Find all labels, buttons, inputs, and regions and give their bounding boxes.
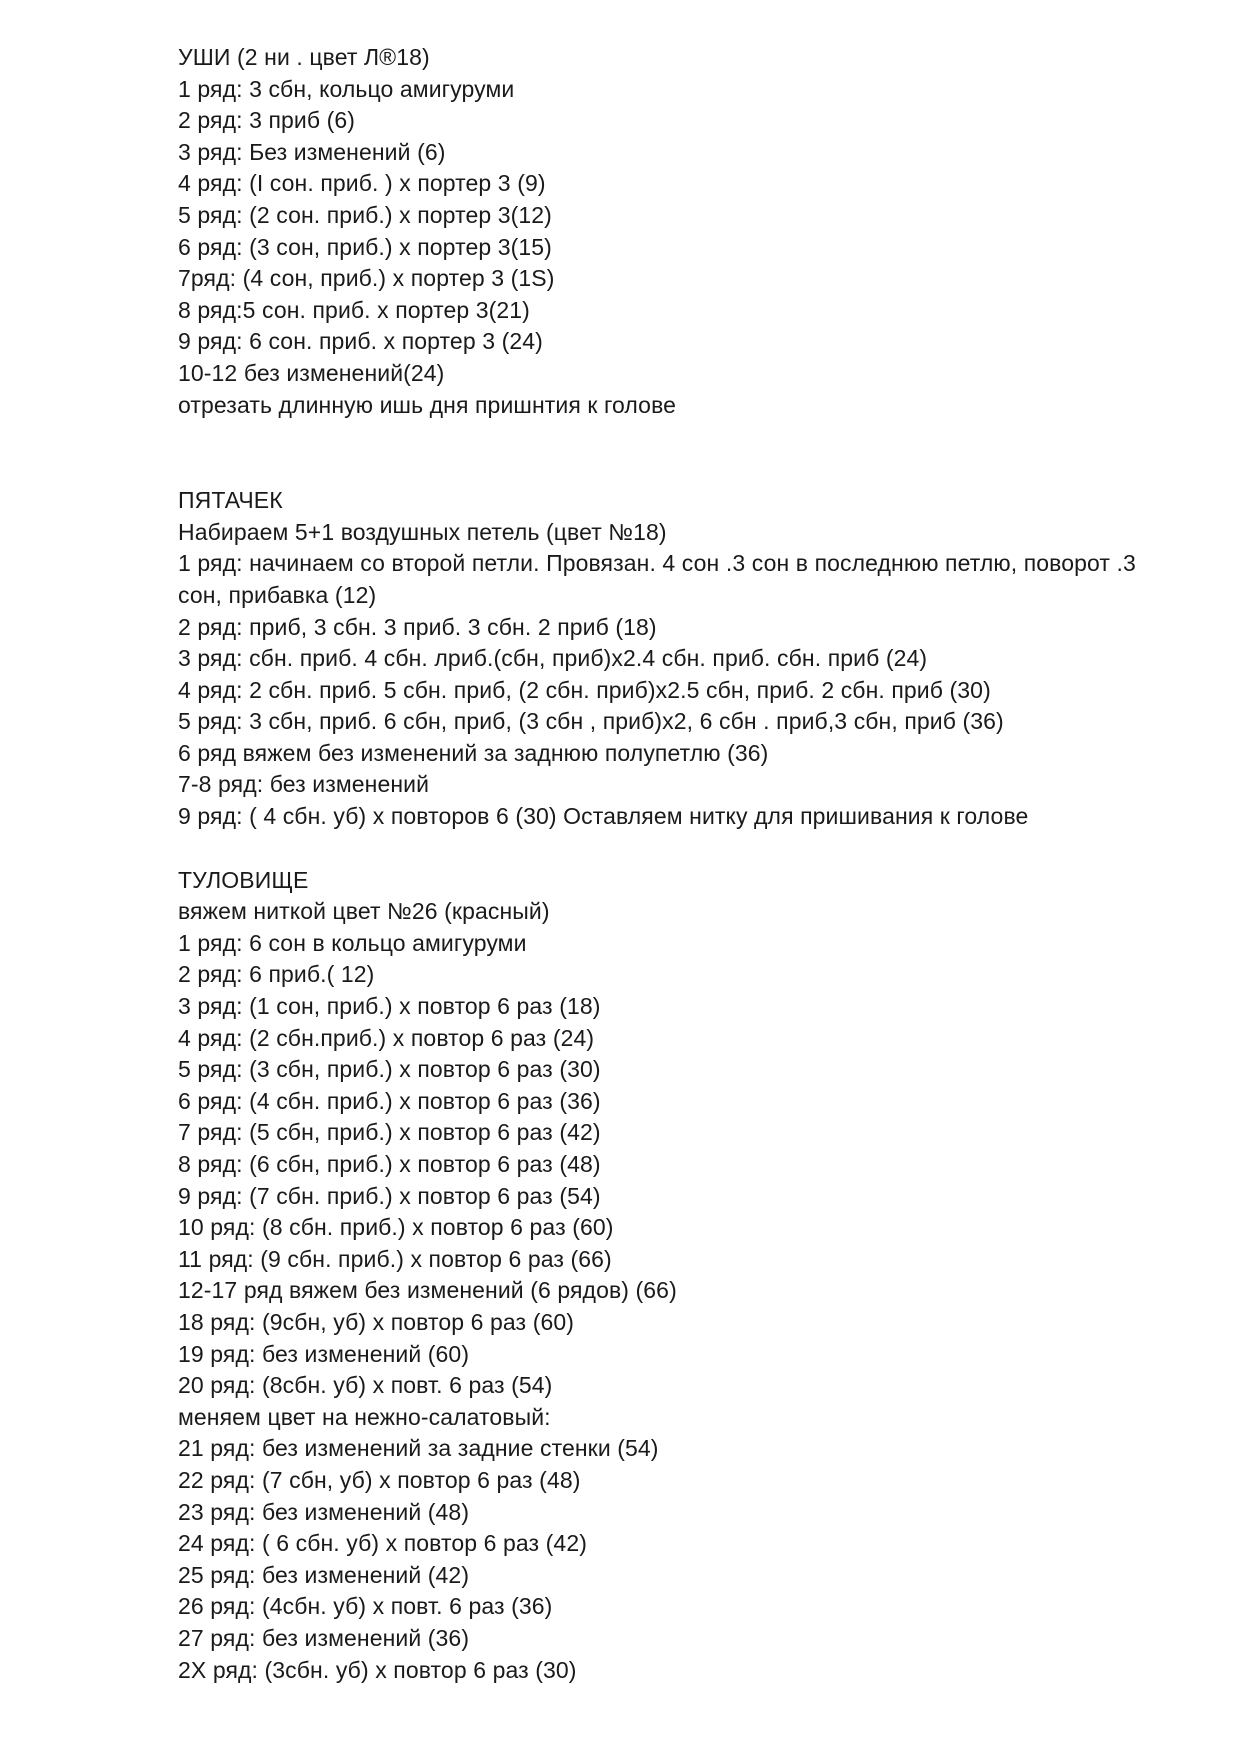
instruction-line: 21 ряд: без изменений за задние стенки (54)	[178, 1435, 659, 1462]
instruction-line: 2 ряд: 3 приб (6)	[178, 107, 356, 134]
instruction-line: 9 ряд: (7 сбн. приб.) х повтор 6 раз (54)	[178, 1182, 601, 1209]
ears-section	[178, 42, 1178, 421]
instruction-line: 11 ряд: (9 сбн. приб.) х повтор 6 раз (66)	[178, 1245, 612, 1272]
instruction-line: 6 ряд: (4 сбн. приб.) х повтор 6 раз (36)	[178, 1087, 601, 1114]
instruction-line: 4 ряд: (2 сбн.приб.) х повтор 6 раз (24)	[178, 1024, 595, 1051]
snout-section	[178, 485, 1178, 833]
instruction-line: 5 ряд: 3 сбн, приб. 6 сбн, приб, (3 сбн , приб)х2, 6 сбн . приб,3 сбн, приб (36)	[178, 708, 1004, 735]
body-section	[178, 865, 1178, 1686]
instruction-line: 23 ряд: без изменений (48)	[178, 1498, 470, 1525]
instruction-line: 3 ряд: Без изменений (6)	[178, 138, 446, 165]
instruction-line: 27 ряд: без изменений (36)	[178, 1624, 470, 1651]
instruction-line: 2 ряд: 6 приб.( 12)	[178, 961, 375, 988]
instruction-line: 6 ряд: (3 сон, приб.) х портер 3(15)	[178, 233, 552, 260]
instruction-line: 3 ряд: (1 сон, приб.) х повтор 6 раз (18)	[178, 993, 601, 1020]
section-title: ПЯТАЧЕК	[178, 487, 283, 514]
instruction-line: 9 ряд: ( 4 сбн. уб) х повторов 6 (30) Оставляем нитку для пришивания к голове	[178, 803, 1029, 830]
instruction-line: 1 ряд: начинаем со второй петли. Провязан. 4 сон .3 сон в последнюю петлю, поворот .3 сон, прибавка (12)	[178, 550, 1136, 608]
instruction-line: 1 ряд: 6 сон в кольцо амигуруми	[178, 929, 527, 956]
section-spacer	[178, 421, 1178, 485]
instruction-line: 22 ряд: (7 сбн, уб) х повтор 6 раз (48)	[178, 1466, 581, 1493]
instruction-line: 8 ряд: (6 сбн, приб.) х повтор 6 раз (48)	[178, 1151, 601, 1177]
instruction-line: 12-17 ряд вяжем без изменений (6 рядов) (66)	[178, 1277, 677, 1304]
instruction-line: меняем цвет на нежно-салатовый:	[178, 1403, 551, 1430]
instruction-line: 19 ряд: без изменений (60)	[178, 1340, 470, 1367]
instruction-line: 25 ряд: без изменений (42)	[178, 1561, 470, 1588]
instruction-line: 4 ряд: (I сон. приб. ) х портер 3 (9)	[178, 170, 546, 197]
instruction-line: 7 ряд: (5 сбн, приб.) х повтор 6 раз (42)	[178, 1119, 601, 1146]
instruction-line: 2Х ряд: (3сбн. уб) х повтор 6 раз (30)	[178, 1656, 577, 1683]
instruction-line: 9 ряд: 6 сон. приб. х портер 3 (24)	[178, 328, 543, 355]
section-spacer	[178, 833, 1178, 865]
instruction-line: 8 ряд:5 сон. приб. х портер 3(21)	[178, 296, 530, 323]
document-page	[178, 42, 1178, 1686]
instruction-line: отрезать длинную ишь дня пришнтия к голове	[178, 391, 677, 418]
instruction-line: 24 ряд: ( 6 сбн. уб) х повтор 6 раз (42)	[178, 1530, 587, 1557]
instruction-line: 10-12 без изменений(24)	[178, 359, 445, 386]
instruction-line: 10 ряд: (8 сбн. приб.) х повтор 6 раз (60)	[178, 1214, 614, 1241]
instruction-line: 26 ряд: (4сбн. уб) х повт. 6 раз (36)	[178, 1593, 553, 1620]
instruction-line: вяжем ниткой цвет №26 (красный)	[178, 898, 550, 925]
instruction-line: 7-8 ряд: без изменений	[178, 771, 430, 798]
instruction-line: 6 ряд вяжем без изменений за заднюю полупетлю (36)	[178, 739, 769, 766]
section-title: ТУЛОВИЩЕ	[178, 866, 309, 893]
instruction-line: 7ряд: (4 сон, приб.) х портер 3 (1S)	[178, 265, 555, 292]
instruction-line: 4 ряд: 2 сбн. приб. 5 сбн. приб, (2 сбн. приб)х2.5 сбн, приб. 2 сбн. приб (30)	[178, 676, 991, 703]
instruction-line: 20 ряд: (8сбн. уб) х повт. 6 раз (54)	[178, 1372, 553, 1399]
instruction-line: 1 ряд: 3 сбн, кольцо амигуруми	[178, 75, 515, 102]
instruction-line: 5 ряд: (2 сон. приб.) х портер 3(12)	[178, 201, 552, 228]
instruction-line: 18 ряд: (9сбн, уб) х повтор 6 раз (60)	[178, 1308, 574, 1335]
instruction-line: Набираем 5+1 воздушных петель (цвет №18)	[178, 518, 667, 545]
instruction-line: 5 ряд: (3 сбн, приб.) х повтор 6 раз (30)	[178, 1056, 601, 1083]
instruction-line: 2 ряд: приб, 3 сбн. 3 приб. 3 сбн. 2 приб (18)	[178, 613, 657, 640]
section-title: УШИ (2 ни . цвет Л®18)	[178, 44, 430, 70]
instruction-line: 3 ряд: сбн. приб. 4 сбн. лриб.(сбн, приб)х2.4 сбн. приб. сбн. приб (24)	[178, 645, 928, 672]
